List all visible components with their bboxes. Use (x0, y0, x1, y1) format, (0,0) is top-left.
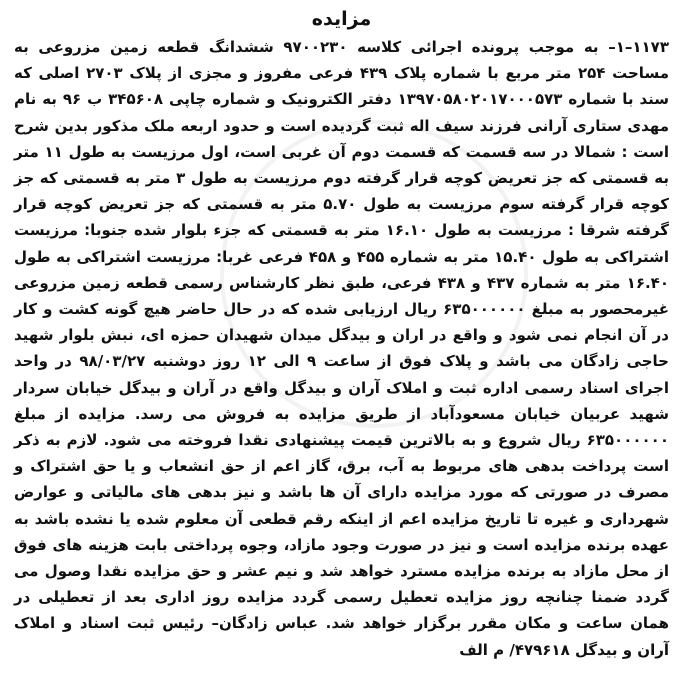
notice-body-text: ۱۱۷۳–۱– به موجب پرونده اجرائی کلاسه ۹۷۰۰۲۳۰ ششدانگ قطعه زمین مزروعی به مساحت ۲۵۴ متر مربع با شماره پلاک ۴۳۹ فرعی مفروز و مجزی از پلاک ۲۷۰۳ اصلی که سند با شماره ۱۳۹۷۰۵۸۰۲۰۱۷۰۰۰۵۷۳ دفتر الکترونیک و شماره چاپی ۳۴۵۶۰۸ ب ۹۶ به نام مهدی ستاری آرانی فرزند سیف اله ثبت گردیده است و حدود اربعه ملک مذکور بدین شرح است : شمالا در سه قسمت که قسمت دوم آن غربی است، اول مرزیست به طول ۱۱ متر به قسمتی که جز تعریض کوچه قرار گرفته دوم مرزیست به طول ۳ متر به قسمتی که جز کوچه قرار گرفته سوم مرزیست به طول ۵.۷۰ متر به قسمتی که جز تعریض کوچه قرار گرفته شرقا : مرزیست به طول ۱۶.۱۰ متر به قسمتی که جزء بلوار شده جنوبا: مرزیست اشتراکی به طول ۱۵.۴۰ متر به شماره ۴۵۵ و ۴۵۸ فرعی غربا: مرزیست اشتراکی به طول ۱۶.۴۰ متر به شماره ۴۳۷ و ۴۳۸ فرعی، طبق نظر کارشناس رسمی قطعه زمین مزروعی غیرمحصور به مبلغ ۶۳۵۰۰۰۰۰۰ ریال ارزیابی شده که در حال حاضر هیچ گونه کشت و کار در آن انجام نمی شود و واقع در اران و بیدگل میدان شهیدان حمزه ای، نبش بلوار شهید حاجی زادگان می باشد و پلاک فوق از ساعت ۹ الی ۱۲ روز دوشنبه ۹۸/۰۳/۲۷ در واحد اجرای اسناد رسمی اداره ثبت و املاک آران و بیدگل واقع در آران و بیدگل خیابان سردار شهید عربیان خیابان مسعودآباد از طریق مزایده به فروش می رسد. مزایده از مبلغ ۶۳۵۰۰۰۰۰۰ ریال شروع و به بالاترین قیمت پیشنهادی نقدا فروخته می شود. لازم به ذکر است پرداخت بدهی های مربوط به آب، برق، گاز اعم از حق انشعاب و یا حق اشتراک و مصرف در صورتی که مورد مزایده دارای آن ها باشد و نیز بدهی های مالیاتی و عوارض شهرداری و غیره تا تاریخ مزایده اعم از اینکه رقم قطعی آن معلوم شده یا نشده باشد به عهده برنده مزایده است و نیز در صورت وجود مازاد، وجوه پرداختی بابت هزینه های فوق از محل مازاد به برنده مزایده مسترد خواهد شد و نیم عشر و حق مزایده نقدا وصول می گردد ضمنا چنانچه روز مزایده تعطیل رسمی گردد مزایده روز اداری بعد از تعطیلی در همان ساعت و مکان مقرر برگزار خواهد شد. عباس زادگان– رئیس ثبت اسناد و املاک آران و بیدگل ۴۷۹۶۱۸/ م الف (14, 38, 670, 659)
notice-title: مزایده (311, 8, 372, 30)
auction-notice (14, 6, 669, 693)
